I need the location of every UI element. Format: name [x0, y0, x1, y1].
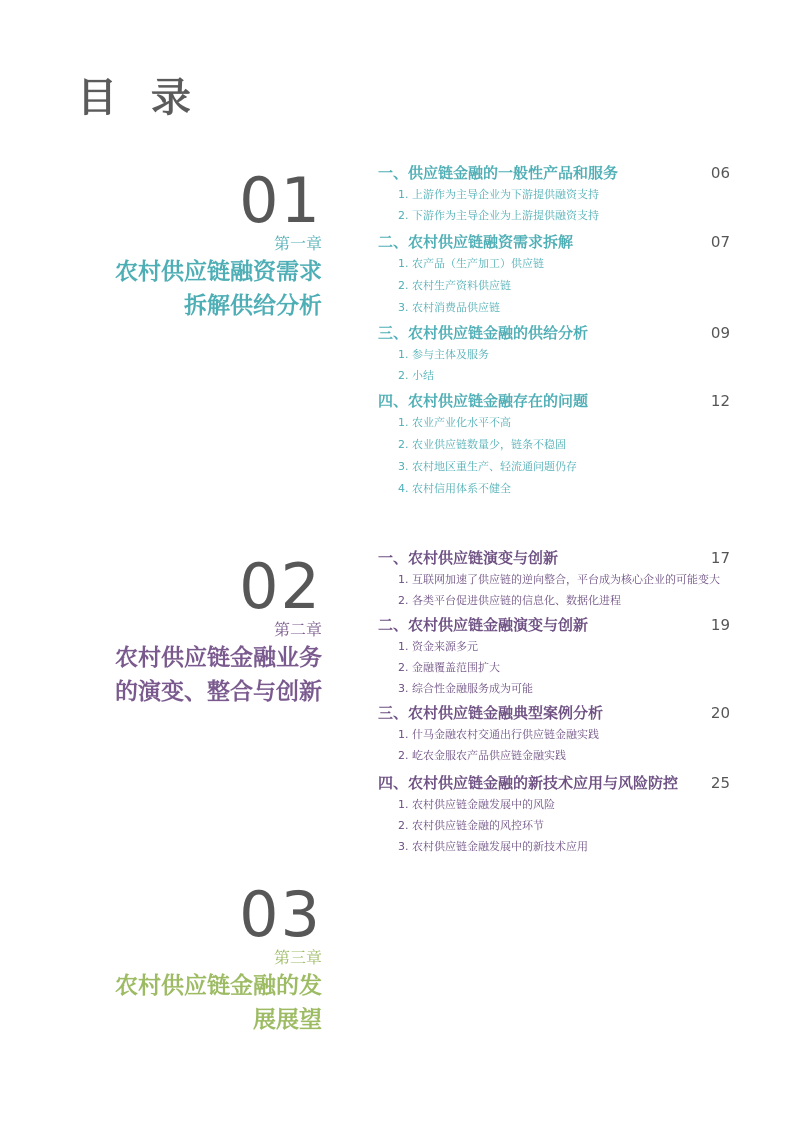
- subsection-item[interactable]: 1. 农村供应链金融发展中的风险: [398, 798, 555, 811]
- subsection-item[interactable]: 1. 上游作为主导企业为下游提供融资支持: [398, 188, 599, 201]
- section-title[interactable]: 四、农村供应链金融的新技术应用与风险防控: [378, 774, 679, 792]
- chapter-title-line1: 农村供应链金融业务: [115, 645, 322, 671]
- subsection-item[interactable]: 3. 农村地区重生产、轻流通问题仍存: [398, 460, 577, 473]
- section-page-number: 25: [710, 774, 730, 792]
- chapter-title-line1: 农村供应链金融的发: [115, 973, 322, 999]
- section-title[interactable]: 四、农村供应链金融存在的问题: [378, 392, 589, 410]
- subsection-item[interactable]: 2. 下游作为主导企业为上游提供融资支持: [398, 209, 599, 222]
- chapter-title-line2: 展展望: [253, 1007, 322, 1033]
- subsection-item[interactable]: 2. 屹农金服农产品供应链金融实践: [398, 749, 566, 762]
- toc-section[interactable]: [378, 614, 730, 699]
- section-title[interactable]: 一、农村供应链演变与创新: [378, 549, 559, 567]
- section-page-number: 17: [710, 549, 730, 567]
- subsection-item[interactable]: 1. 农业产业化水平不高: [398, 416, 511, 429]
- subsection-item[interactable]: 2. 农村生产资料供应链: [398, 279, 511, 292]
- page-title: 目 录: [77, 75, 201, 121]
- toc-section[interactable]: [378, 547, 730, 611]
- section-page-number: 06: [710, 164, 730, 182]
- section-page-number: 19: [710, 616, 730, 634]
- chapter-number: 01: [239, 164, 322, 237]
- section-page-number: 20: [710, 704, 730, 722]
- section-title[interactable]: 三、农村供应链金融的供给分析: [378, 324, 589, 342]
- subsection-item[interactable]: 2. 各类平台促进供应链的信息化、数据化进程: [398, 594, 621, 607]
- chapter-label: 第二章: [273, 620, 322, 639]
- toc-section[interactable]: [378, 162, 730, 226]
- chapter-title-line2: 拆解供给分析: [184, 293, 322, 319]
- chapter-2-toc: [378, 547, 730, 857]
- subsection-item[interactable]: 1. 互联网加速了供应链的逆向整合，平台成为核心企业的可能变大: [398, 573, 720, 586]
- subsection-item[interactable]: 1. 什马金融农村交通出行供应链金融实践: [398, 728, 599, 741]
- chapter-label: 第三章: [273, 948, 322, 967]
- section-page-number: 07: [710, 233, 730, 251]
- chapter-1-heading: [115, 164, 322, 322]
- chapter-3-heading: [115, 878, 322, 1036]
- section-title[interactable]: 三、农村供应链金融典型案例分析: [378, 704, 604, 722]
- toc-section[interactable]: [378, 772, 730, 857]
- section-page-number: 09: [710, 324, 730, 342]
- subsection-item[interactable]: 1. 参与主体及服务: [398, 348, 489, 361]
- toc-section[interactable]: [378, 390, 730, 500]
- toc-section[interactable]: [378, 322, 730, 386]
- section-title[interactable]: 二、农村供应链金融演变与创新: [378, 616, 589, 634]
- chapter-title-line1: 农村供应链融资需求: [115, 259, 322, 285]
- subsection-item[interactable]: 2. 农业供应链数量少，链条不稳固: [398, 438, 566, 451]
- chapter-title-line2: 的演变、整合与创新: [115, 679, 322, 705]
- toc-section[interactable]: [378, 231, 730, 319]
- chapter-1-toc: [378, 162, 730, 500]
- subsection-item[interactable]: 2. 小结: [398, 369, 434, 382]
- chapter-2-heading: [115, 550, 322, 708]
- chapter-number: 03: [239, 878, 322, 951]
- subsection-item[interactable]: 1. 农产品（生产加工）供应链: [398, 257, 544, 270]
- subsection-item[interactable]: 2. 金融覆盖范围扩大: [398, 661, 500, 674]
- subsection-item[interactable]: 2. 农村供应链金融的风控环节: [398, 819, 544, 832]
- section-title[interactable]: 一、供应链金融的一般性产品和服务: [378, 164, 619, 182]
- subsection-item[interactable]: 3. 农村消费品供应链: [398, 301, 500, 314]
- chapter-number: 02: [239, 550, 322, 623]
- subsection-item[interactable]: 4. 农村信用体系不健全: [398, 482, 511, 495]
- subsection-item[interactable]: 3. 农村供应链金融发展中的新技术应用: [398, 840, 588, 853]
- subsection-item[interactable]: 3. 综合性金融服务成为可能: [398, 682, 533, 695]
- toc-section[interactable]: [378, 702, 730, 766]
- subsection-item[interactable]: 1. 资金来源多元: [398, 640, 478, 653]
- chapter-label: 第一章: [273, 234, 322, 253]
- section-page-number: 12: [710, 392, 730, 410]
- section-title[interactable]: 二、农村供应链融资需求拆解: [378, 233, 574, 251]
